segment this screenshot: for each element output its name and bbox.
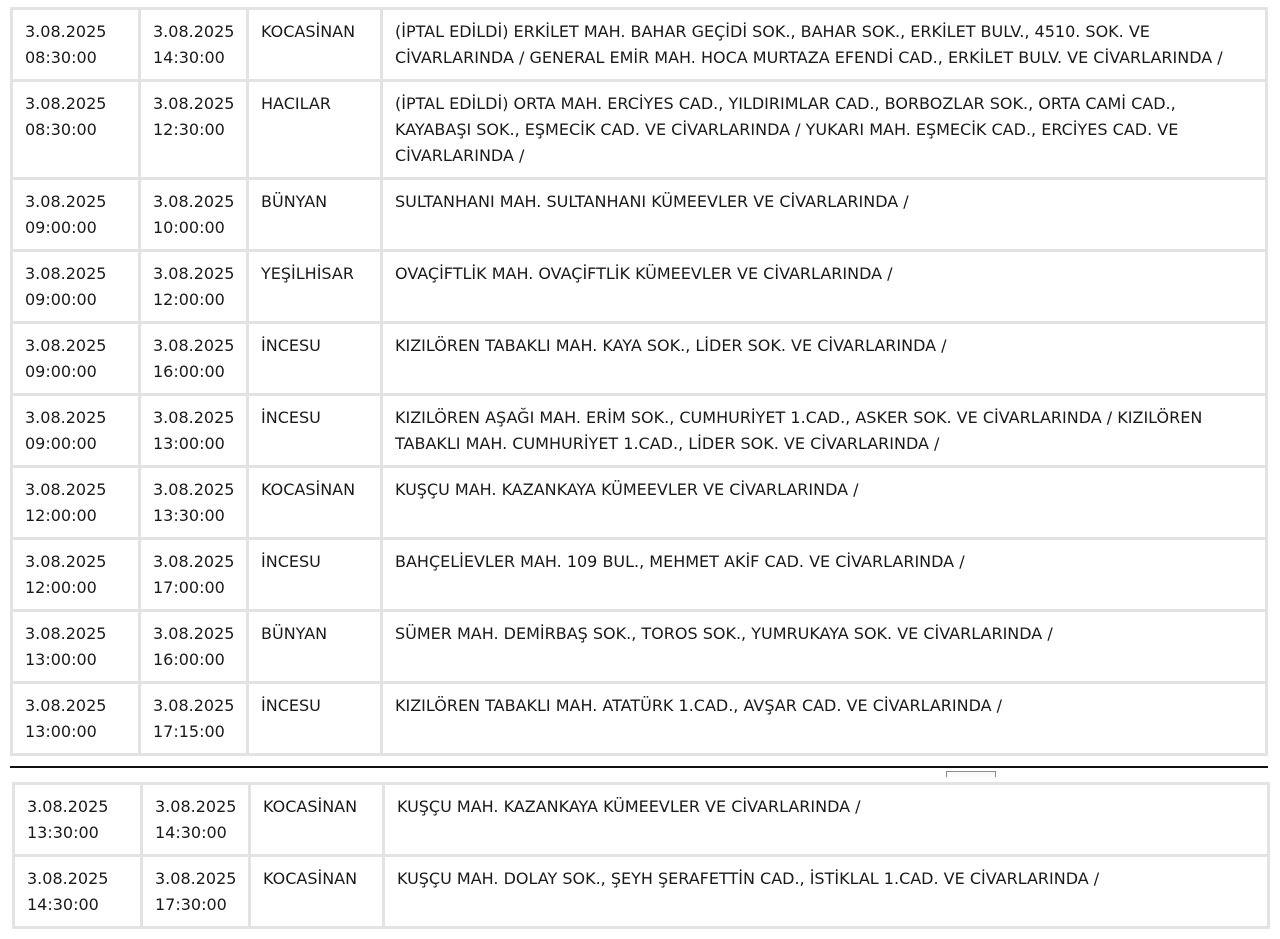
district-name: BÜNYAN bbox=[261, 192, 328, 211]
area-description: KIZILÖREN TABAKLI MAH. ATATÜRK 1.CAD., AVŞAR CAD. VE CİVARLARINDA / bbox=[395, 696, 1003, 715]
area-cell bbox=[382, 395, 1267, 467]
start-date: 3.08.2025 bbox=[25, 696, 107, 715]
district-name: KOCASİNAN bbox=[263, 869, 358, 888]
area-description: KIZILÖREN AŞAĞI MAH. ERİM SOK., CUMHURİYET 1.CAD., ASKER SOK. VE CİVARLARINDA / KIZILÖREN TABAKLI MAH. CUMHURİYET 1.CAD., LİDER SOK. VE CİVARLARINDA / bbox=[395, 408, 1203, 453]
district-cell bbox=[250, 784, 384, 856]
area-description: KUŞÇU MAH. DOLAY SOK., ŞEYH ŞERAFETTİN CAD., İSTİKLAL 1.CAD. VE CİVARLARINDA / bbox=[397, 869, 1100, 888]
area-cell bbox=[382, 683, 1267, 755]
outage-table-bottom bbox=[12, 782, 1270, 929]
district-cell bbox=[248, 395, 382, 467]
start-date: 3.08.2025 bbox=[25, 192, 107, 211]
start-date: 3.08.2025 bbox=[25, 624, 107, 643]
end-time: 13:00:00 bbox=[153, 434, 225, 453]
area-description: SULTANHANI MAH. SULTANHANI KÜMEEVLER VE CİVARLARINDA / bbox=[395, 192, 909, 211]
end-date: 3.08.2025 bbox=[153, 264, 235, 283]
district-cell bbox=[248, 539, 382, 611]
start-time: 09:00:00 bbox=[25, 434, 97, 453]
table-row bbox=[12, 81, 1267, 179]
table-row bbox=[12, 9, 1267, 81]
end-date: 3.08.2025 bbox=[155, 797, 237, 816]
end-cell bbox=[140, 9, 248, 81]
end-date: 3.08.2025 bbox=[153, 552, 235, 571]
end-time: 13:30:00 bbox=[153, 506, 225, 525]
district-cell bbox=[248, 81, 382, 179]
table-row bbox=[14, 784, 1269, 856]
end-date: 3.08.2025 bbox=[155, 869, 237, 888]
start-time: 13:00:00 bbox=[25, 650, 97, 669]
start-time: 13:30:00 bbox=[27, 823, 99, 842]
start-cell bbox=[14, 856, 142, 928]
end-cell bbox=[140, 683, 248, 755]
start-cell bbox=[12, 81, 140, 179]
table-row bbox=[12, 251, 1267, 323]
table-row bbox=[12, 539, 1267, 611]
end-cell bbox=[142, 856, 250, 928]
area-cell bbox=[382, 81, 1267, 179]
start-time: 09:00:00 bbox=[25, 362, 97, 381]
district-cell bbox=[248, 9, 382, 81]
start-cell bbox=[12, 179, 140, 251]
end-cell bbox=[140, 179, 248, 251]
area-description: KIZILÖREN TABAKLI MAH. KAYA SOK., LİDER SOK. VE CİVARLARINDA / bbox=[395, 336, 947, 355]
end-cell bbox=[140, 323, 248, 395]
district-cell bbox=[250, 856, 384, 928]
district-name: HACILAR bbox=[261, 94, 331, 113]
start-date: 3.08.2025 bbox=[25, 94, 107, 113]
district-name: KOCASİNAN bbox=[261, 480, 356, 499]
area-cell bbox=[384, 856, 1269, 928]
outage-table-top bbox=[10, 7, 1268, 756]
start-cell bbox=[12, 539, 140, 611]
area-description: SÜMER MAH. DEMİRBAŞ SOK., TOROS SOK., YUMRUKAYA SOK. VE CİVARLARINDA / bbox=[395, 624, 1053, 643]
table-row bbox=[14, 856, 1269, 928]
end-cell bbox=[140, 611, 248, 683]
end-date: 3.08.2025 bbox=[153, 94, 235, 113]
district-name: BÜNYAN bbox=[261, 624, 328, 643]
area-cell bbox=[382, 179, 1267, 251]
end-time: 16:00:00 bbox=[153, 362, 225, 381]
area-cell bbox=[382, 9, 1267, 81]
start-date: 3.08.2025 bbox=[25, 22, 107, 41]
area-description: KUŞÇU MAH. KAZANKAYA KÜMEEVLER VE CİVARLARINDA / bbox=[397, 797, 861, 816]
area-cell bbox=[384, 784, 1269, 856]
area-description: (İPTAL EDİLDİ) ERKİLET MAH. BAHAR GEÇİDİ SOK., BAHAR SOK., ERKİLET BULV., 4510. SOK. VE CİVARLARINDA / GENERAL EMİR MAH. HOCA MURTAZA EFENDİ CAD., ERKİLET BULV. VE CİVARLARINDA / bbox=[395, 22, 1223, 67]
district-cell bbox=[248, 683, 382, 755]
end-time: 12:00:00 bbox=[153, 290, 225, 309]
table-row bbox=[12, 179, 1267, 251]
start-cell bbox=[12, 683, 140, 755]
end-date: 3.08.2025 bbox=[153, 624, 235, 643]
start-date: 3.08.2025 bbox=[25, 480, 107, 499]
area-description: BAHÇELİEVLER MAH. 109 BUL., MEHMET AKİF CAD. VE CİVARLARINDA / bbox=[395, 552, 965, 571]
end-cell bbox=[140, 395, 248, 467]
end-date: 3.08.2025 bbox=[153, 22, 235, 41]
area-description: KUŞÇU MAH. KAZANKAYA KÜMEEVLER VE CİVARLARINDA / bbox=[395, 480, 859, 499]
start-date: 3.08.2025 bbox=[25, 336, 107, 355]
end-time: 17:30:00 bbox=[155, 895, 227, 914]
end-date: 3.08.2025 bbox=[153, 480, 235, 499]
start-date: 3.08.2025 bbox=[25, 552, 107, 571]
end-cell bbox=[140, 251, 248, 323]
end-time: 12:30:00 bbox=[153, 120, 225, 139]
scroll-handle[interactable] bbox=[946, 771, 996, 777]
start-cell bbox=[14, 784, 142, 856]
end-time: 14:30:00 bbox=[155, 823, 227, 842]
start-time: 08:30:00 bbox=[25, 48, 97, 67]
end-date: 3.08.2025 bbox=[153, 192, 235, 211]
start-date: 3.08.2025 bbox=[27, 797, 109, 816]
district-cell bbox=[248, 467, 382, 539]
area-description: OVAÇİFTLİK MAH. OVAÇİFTLİK KÜMEEVLER VE CİVARLARINDA / bbox=[395, 264, 893, 283]
end-cell bbox=[140, 81, 248, 179]
start-date: 3.08.2025 bbox=[27, 869, 109, 888]
start-time: 13:00:00 bbox=[25, 722, 97, 741]
district-cell bbox=[248, 251, 382, 323]
district-name: İNCESU bbox=[261, 336, 321, 355]
district-cell bbox=[248, 323, 382, 395]
district-name: YEŞİLHİSAR bbox=[261, 264, 354, 283]
end-time: 17:15:00 bbox=[153, 722, 225, 741]
district-cell bbox=[248, 179, 382, 251]
area-description: (İPTAL EDİLDİ) ORTA MAH. ERCİYES CAD., YILDIRIMLAR CAD., BORBOZLAR SOK., ORTA CAMİ CAD., KAYABAŞI SOK., EŞMECİK CAD. VE CİVARLARINDA / YUKARI MAH. EŞMECİK CAD., ERCİYES CAD. VE CİVARLARINDA / bbox=[395, 94, 1179, 165]
table-row bbox=[12, 323, 1267, 395]
table-row bbox=[12, 683, 1267, 755]
start-time: 09:00:00 bbox=[25, 218, 97, 237]
district-cell bbox=[248, 611, 382, 683]
end-cell bbox=[140, 539, 248, 611]
area-cell bbox=[382, 467, 1267, 539]
start-cell bbox=[12, 611, 140, 683]
district-name: KOCASİNAN bbox=[261, 22, 356, 41]
end-date: 3.08.2025 bbox=[153, 408, 235, 427]
start-time: 12:00:00 bbox=[25, 506, 97, 525]
area-cell bbox=[382, 539, 1267, 611]
table-row bbox=[12, 467, 1267, 539]
table-divider bbox=[10, 766, 1268, 768]
end-time: 10:00:00 bbox=[153, 218, 225, 237]
end-cell bbox=[142, 784, 250, 856]
start-date: 3.08.2025 bbox=[25, 264, 107, 283]
end-cell bbox=[140, 467, 248, 539]
start-cell bbox=[12, 467, 140, 539]
start-date: 3.08.2025 bbox=[25, 408, 107, 427]
end-time: 16:00:00 bbox=[153, 650, 225, 669]
district-name: İNCESU bbox=[261, 552, 321, 571]
district-name: İNCESU bbox=[261, 696, 321, 715]
end-date: 3.08.2025 bbox=[153, 696, 235, 715]
end-time: 17:00:00 bbox=[153, 578, 225, 597]
table-row bbox=[12, 611, 1267, 683]
start-cell bbox=[12, 395, 140, 467]
end-date: 3.08.2025 bbox=[153, 336, 235, 355]
table-row bbox=[12, 395, 1267, 467]
start-time: 14:30:00 bbox=[27, 895, 99, 914]
start-cell bbox=[12, 9, 140, 81]
start-time: 12:00:00 bbox=[25, 578, 97, 597]
start-time: 08:30:00 bbox=[25, 120, 97, 139]
district-name: İNCESU bbox=[261, 408, 321, 427]
area-cell bbox=[382, 323, 1267, 395]
start-cell bbox=[12, 251, 140, 323]
district-name: KOCASİNAN bbox=[263, 797, 358, 816]
area-cell bbox=[382, 251, 1267, 323]
area-cell bbox=[382, 611, 1267, 683]
end-time: 14:30:00 bbox=[153, 48, 225, 67]
start-time: 09:00:00 bbox=[25, 290, 97, 309]
start-cell bbox=[12, 323, 140, 395]
